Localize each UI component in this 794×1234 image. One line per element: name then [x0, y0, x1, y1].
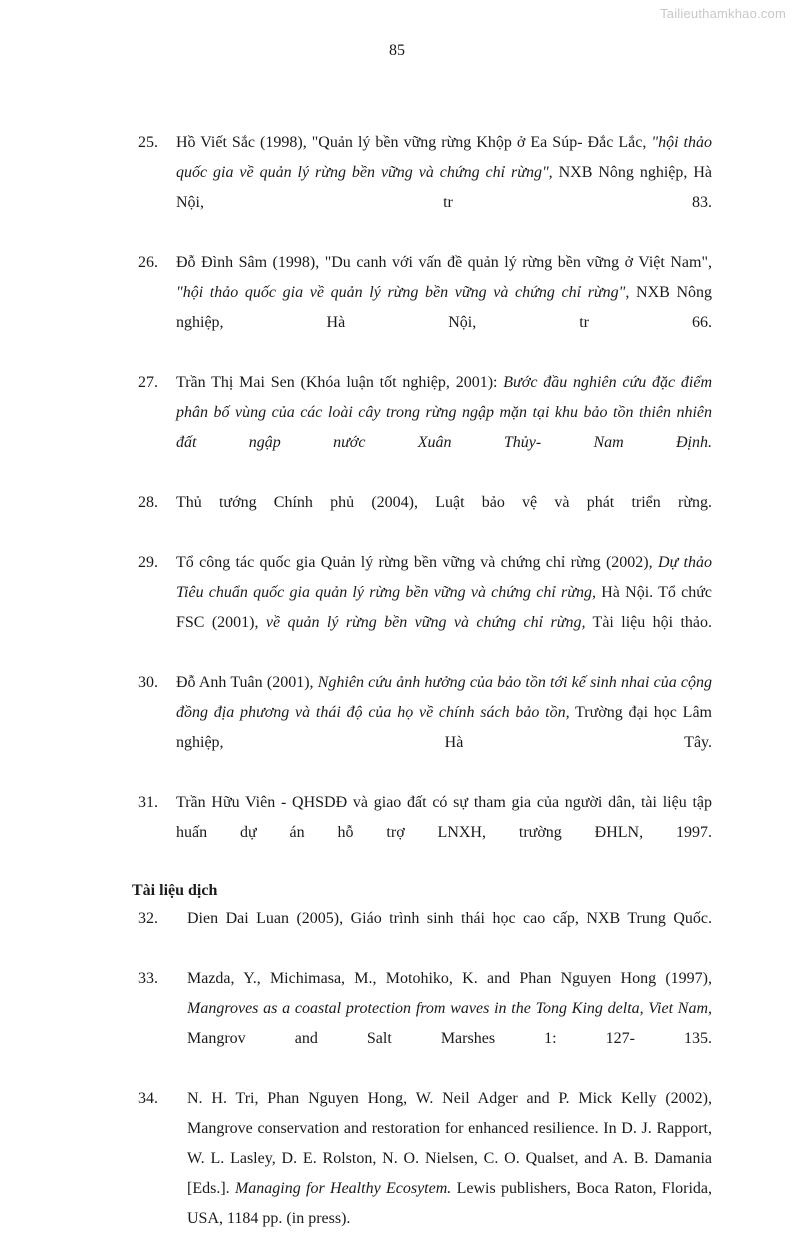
reference-number: 28. — [138, 494, 158, 511]
reference-number: 27. — [138, 374, 158, 391]
reference-item — [0, 1084, 794, 1234]
reference-item — [0, 488, 794, 548]
reference-list — [0, 128, 794, 1234]
reference-item — [0, 248, 794, 368]
reference-number: 31. — [138, 794, 158, 811]
reference-number: 33. — [138, 970, 158, 987]
reference-number: 26. — [138, 254, 158, 271]
reference-number: 34. — [138, 1090, 158, 1107]
reference-text: Trần Hữu Viên - QHSDĐ và giao đất có sự tham gia của người dân, tài liệu tập huấn dự án hỗ trợ LNXH, trường ĐHLN, 1997. — [176, 794, 712, 841]
reference-text: N. H. Tri, Phan Nguyen Hong, W. Neil Adger and P. Mick Kelly (2002), Mangrove conservation and restoration for enhanced resilience. In D. J. Rapport, W. L. Lasley, D. E. Rolston, N. O. Nielsen, C. O. Qualset, and A. B. Damania [Eds.]. Managing for Healthy Ecosytem. Lewis publishers, Boca Raton, Florida, USA, 1184 pp. (in press). — [187, 1090, 713, 1227]
reference-text: Tổ công tác quốc gia Quản lý rừng bền vững và chứng chỉ rừng (2002), Dự thảo Tiêu chuẩn quốc gia quản lý rừng bền vững và chứng chỉ rừng, Hà Nội. Tổ chức FSC (2001), về quản lý rừng bền vững và chứng chỉ rừng, Tài liệu hội thảo. — [176, 554, 713, 631]
section-heading: Tài liệu dịch — [132, 882, 218, 899]
reference-text: Thủ tướng Chính phủ (2004), Luật bảo vệ và phát triển rừng. — [176, 494, 712, 511]
reference-text: Trần Thị Mai Sen (Khóa luận tốt nghiệp, 2001): Bước đầu nghiên cứu đặc điểm phân bố vùng của các loài cây trong rừng ngập mặn tại khu bảo tồn thiên nhiên đất ngập nước Xuân Thủy- Nam Định. — [176, 374, 712, 451]
reference-item — [0, 788, 794, 878]
reference-item — [0, 368, 794, 488]
reference-number: 32. — [138, 910, 158, 927]
reference-item — [0, 548, 794, 668]
reference-number: 29. — [138, 554, 158, 571]
reference-text: Mazda, Y., Michimasa, M., Motohiko, K. and Phan Nguyen Hong (1997), Mangroves as a coastal protection from waves in the Tong King delta, Viet Nam, Mangrov and Salt Marshes 1: 127- 135. — [187, 970, 712, 1047]
reference-number: 30. — [138, 674, 158, 691]
reference-item — [0, 668, 794, 788]
reference-text: Đỗ Đình Sâm (1998), "Du canh với vấn đề quản lý rừng bền vững ở Việt Nam", "hội thảo quốc gia về quản lý rừng bền vững và chứng chỉ rừng", NXB Nông nghiệp, Hà Nội, tr 66. — [176, 254, 713, 331]
reference-item — [0, 128, 794, 248]
reference-number: 25. — [138, 134, 158, 151]
page-number: 85 — [389, 42, 405, 59]
reference-text: Hồ Viết Sắc (1998), "Quản lý bền vững rừng Khộp ở Ea Súp- Đắc Lắc, "hội thảo quốc gia về quản lý rừng bền vững và chứng chỉ rừng", NXB Nông nghiệp, Hà Nội, tr 83. — [176, 134, 713, 211]
watermark: Tailieuthamkhao.com — [660, 6, 786, 21]
reference-item — [0, 904, 794, 964]
reference-item — [0, 964, 794, 1084]
reference-text: Đỗ Anh Tuân (2001), Nghiên cứu ảnh hưởng của bảo tồn tới kế sinh nhai của cộng đồng địa phương và thái độ của họ về chính sách bảo tồn, Trường đại học Lâm nghiệp, Hà Tây. — [176, 674, 713, 751]
reference-text: Dien Dai Luan (2005), Giáo trình sinh thái học cao cấp, NXB Trung Quốc. — [187, 910, 712, 927]
